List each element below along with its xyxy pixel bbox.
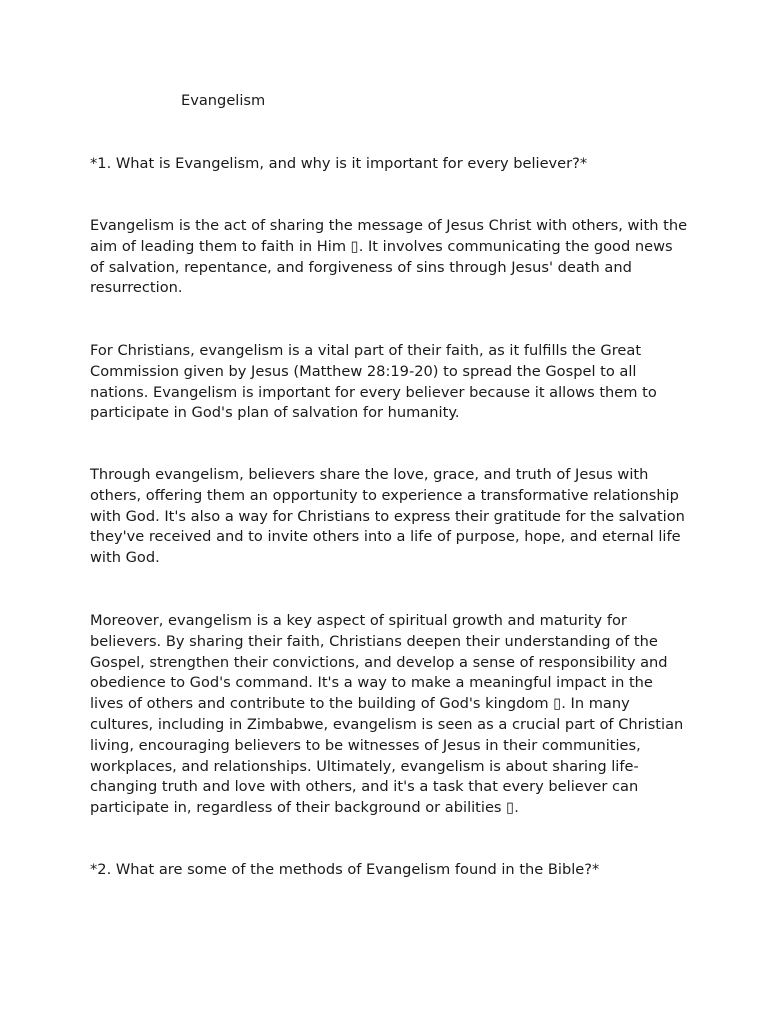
paragraph-definition: Evangelism is the act of sharing the message of Jesus Christ with others, with the aim of leading them to faith in Him ▯. It involves communicating the good news of salvation, repentance, and forgiveness of sins through Jesus' death and resurrection. <box>90 217 688 297</box>
question-1: *1. What is Evangelism, and why is it important for every believer?* <box>90 155 588 172</box>
paragraph-sharing-love: Through evangelism, believers share the love, grace, and truth of Jesus with others, offering them an opportunity to experience a transformative relationship with God. It's also a way for Christians to express their gratitude for the salvation they've received and to invite others into a life of purpose, hope, and eternal life with God. <box>90 466 685 567</box>
question-2: *2. What are some of the methods of Evangelism found in the Bible?* <box>90 861 600 878</box>
paragraph-spiritual-growth: Moreover, evangelism is a key aspect of spiritual growth and maturity for believers. By sharing their faith, Christians deepen their understanding of the Gospel, strengthen their convictions, and develop a sense of responsibility and obedience to God's command. It's a way to make a meaningful impact in the lives of others and contribute to the building of God's kingdom ▯. In many cultures, including in Zimbabwe, evangelism is seen as a crucial part of Christian living, encouraging believers to be witnesses of Jesus in their communities, workplaces, and relationships. Ultimately, evangelism is about sharing life-changing truth and love with others, and it's a task that every believer can participate in, regardless of their background or abilities ▯. <box>90 612 684 817</box>
document-title: Evangelism <box>181 92 266 109</box>
paragraph-great-commission: For Christians, evangelism is a vital part of their faith, as it fulfills the Great Commission given by Jesus (Matthew 28:19-20) to spread the Gospel to all nations. Evangelism is important for every believer because it allows them to participate in God's plan of salvation for humanity. <box>90 342 657 422</box>
